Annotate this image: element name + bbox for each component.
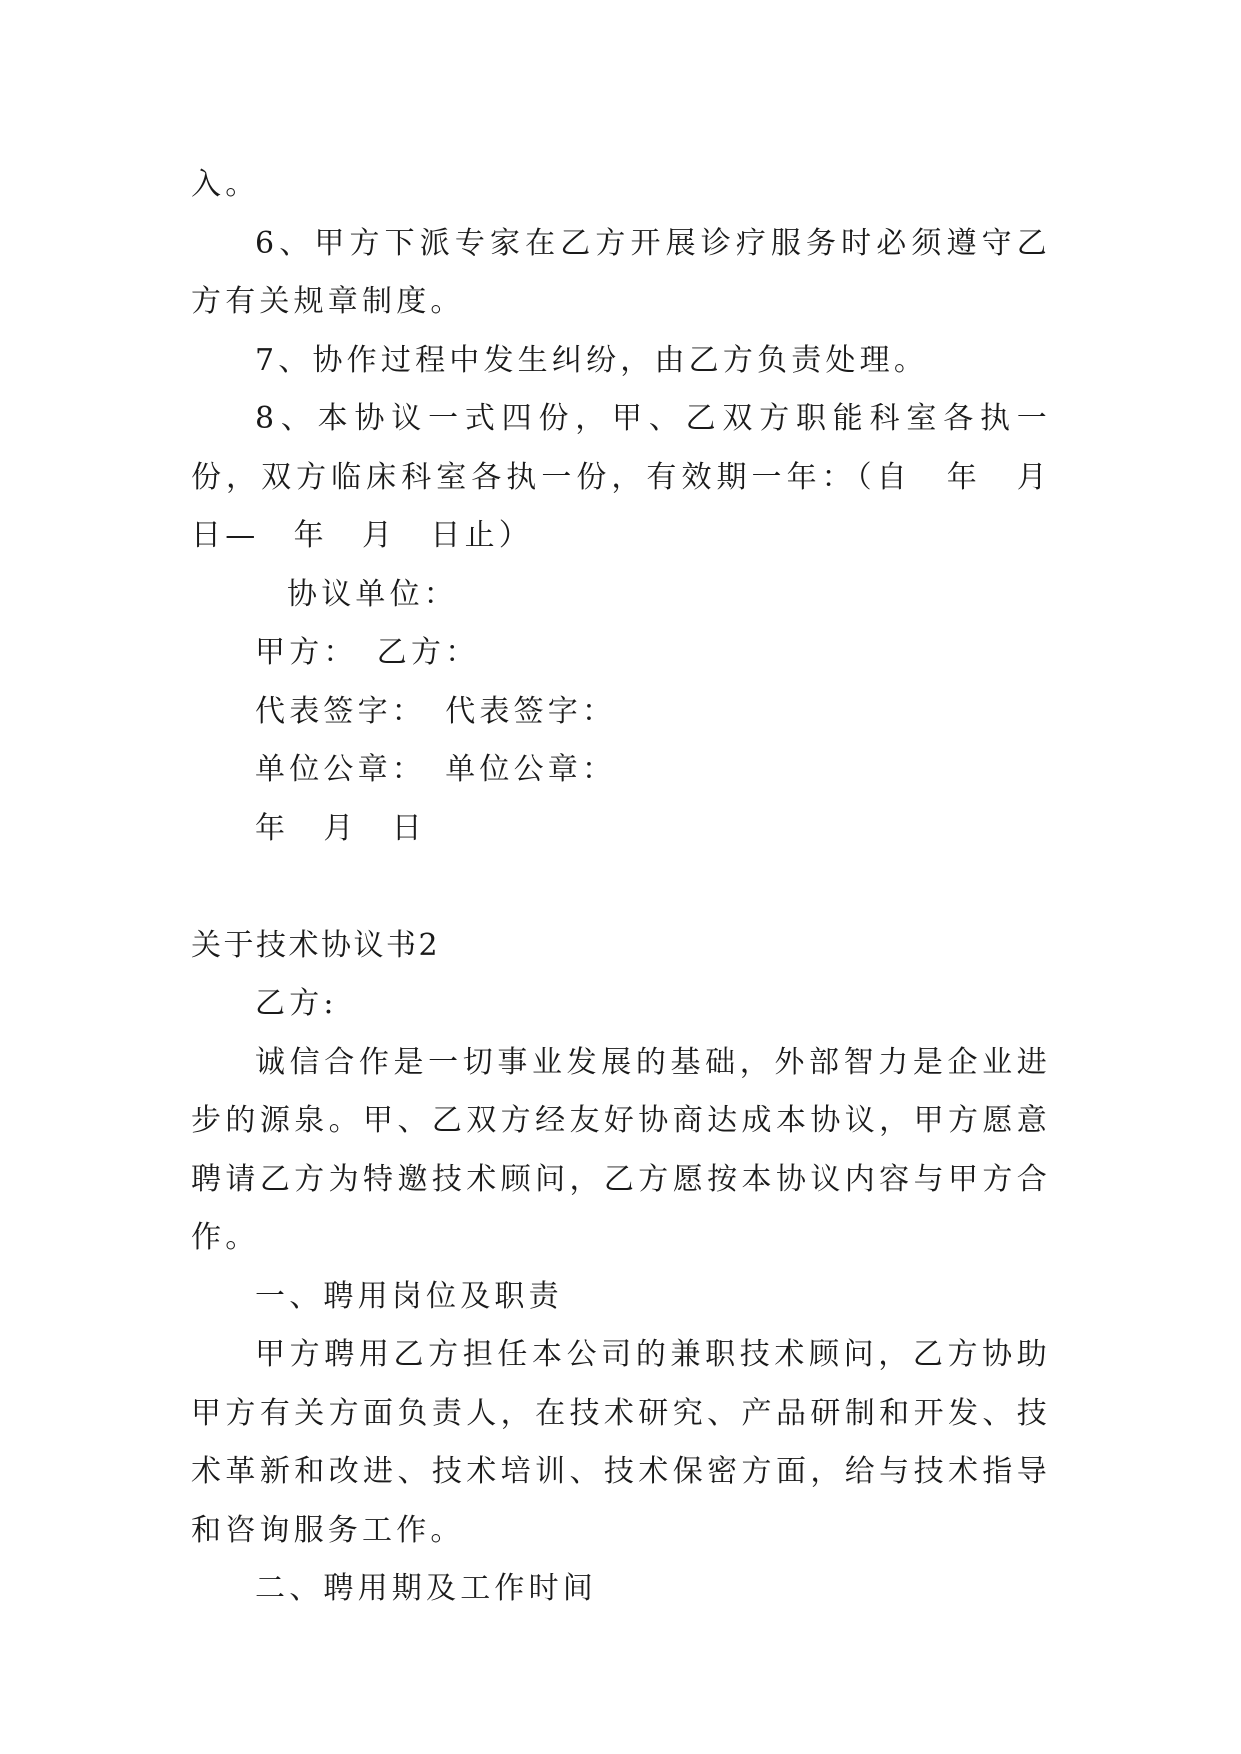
preamble-paragraph: 诚信合作是一切事业发展的基础，外部智力是企业进步的源泉。甲、乙双方经友好协商达成本协议，甲方愿意聘请乙方为特邀技术顾问，乙方愿按本协议内容与甲方合作。: [191, 1044, 1051, 1255]
signatory-heading: 协议单位：: [287, 576, 458, 612]
document-body: [191, 156, 1086, 1619]
party-line: 甲方： 乙方：: [255, 635, 480, 670]
clause-8: 8、本协议一式四份，甲、乙双方职能科室各执一份，双方临床科室各执一份，有效期一年：（自 年 月 日— 年 月 日止）: [191, 401, 1086, 553]
addressee-line: 乙方:: [255, 986, 338, 1021]
official-seal-line: 单位公章： 单位公章：: [255, 752, 617, 787]
heading-position-duties: 一、聘用岗位及职责: [255, 1278, 563, 1314]
position-duties-paragraph: 甲方聘用乙方担任本公司的兼职技术顾问，乙方协助甲方有关方面负责人，在技术研究、产品研制和开发、技术革新和改进、技术培训、技术保密方面，给与技术指导和咨询服务工作。: [191, 1337, 1051, 1548]
clause-6: 6、甲方下派专家在乙方开展诊疗服务时必须遵守乙方有关规章制度。: [191, 225, 1051, 319]
date-line: 年 月 日: [255, 810, 426, 846]
heading-term-worktime: 二、聘用期及工作时间: [255, 1571, 597, 1606]
representative-signature-line: 代表签字： 代表签字：: [255, 693, 617, 729]
blank-line: [191, 858, 1051, 917]
clause-7: 7、协作过程中发生纠纷，由乙方负责处理。: [255, 342, 929, 378]
section-title: 关于技术协议书2: [191, 927, 441, 963]
paragraph-continuation: 入。: [191, 167, 260, 202]
